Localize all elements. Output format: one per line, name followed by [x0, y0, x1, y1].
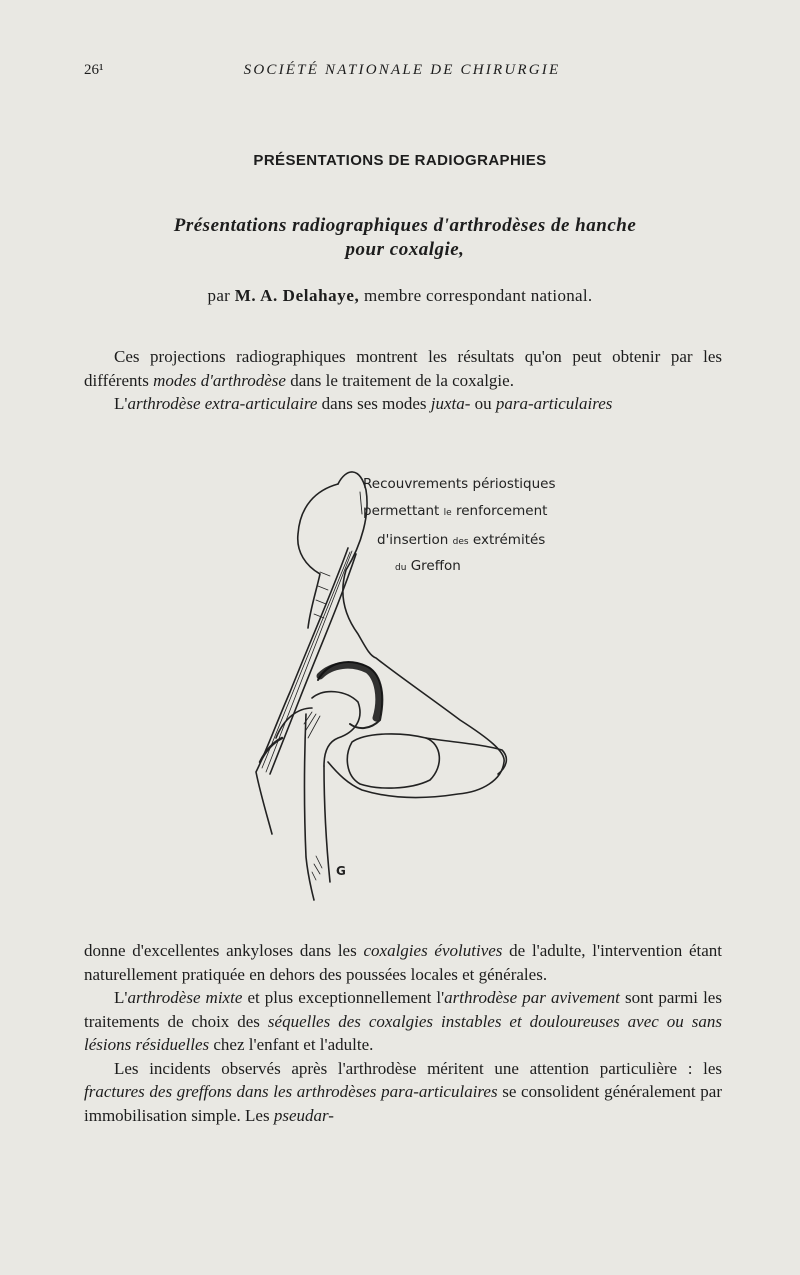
hip-bone-drawing: [220, 462, 600, 902]
paragraph-4: L'arthrodèse mixte et plus exceptionnellement l'arthrodèse par avivement sont parmi les traitements de choix des séquelles des coxalgies instables et douloureuses avec ou sans lésions résiduelles chez l'enfant et l'adulte.: [84, 988, 722, 1054]
byline-suffix: membre correspondant national.: [363, 286, 593, 305]
intro-text: [84, 345, 722, 416]
author-name: M. A. Delahaye,: [234, 286, 360, 305]
figure-label-line-1: Recouvrements périostiques: [363, 476, 556, 492]
paragraph-3: donne d'excellentes ankyloses dans les coxalgies évolutives de l'adulte, l'intervention étant naturellement pratiquée en dehors des poussées locales et générales.: [84, 941, 722, 984]
journal-title: SOCIÉTÉ NATIONALE DE CHIRURGIE: [243, 62, 561, 78]
continued-text: [84, 939, 722, 1127]
page-number: 26¹: [84, 62, 104, 78]
figure-label-line-4: du Greffon: [395, 558, 461, 574]
hip-arthrodesis-figure: [220, 462, 600, 902]
figure-label-line-3: d'insertion des extrémités: [377, 532, 546, 548]
running-head: [84, 62, 720, 86]
byline: [0, 286, 800, 306]
paragraph-1: Ces projections radiographiques montrent les résultats qu'on peut obtenir par les différents modes d'arthrodèse dans le traitement de la coxalgie.: [84, 347, 722, 390]
artist-monogram: G: [336, 864, 346, 878]
paragraph-2: L'arthrodèse extra-articulaire dans ses modes juxta- ou para-articulaires: [114, 394, 613, 413]
article-title-line-1: Présentations radiographiques d'arthrodèses de hanche: [173, 215, 637, 236]
figure-label-line-2: permettant le renforcement: [363, 503, 548, 519]
section-title: PRÉSENTATIONS DE RADIOGRAPHIES: [253, 152, 547, 169]
paragraph-5: Les incidents observés après l'arthrodèse méritent une attention particulière : les fractures des greffons dans les arthrodèses para-articulaires se consolident généralement par immobilisation simple. Les pseudar-: [84, 1058, 722, 1125]
byline-prefix: par: [207, 286, 231, 305]
article-title: [60, 214, 750, 262]
article-title-line-2: pour coxalgie,: [345, 239, 465, 260]
